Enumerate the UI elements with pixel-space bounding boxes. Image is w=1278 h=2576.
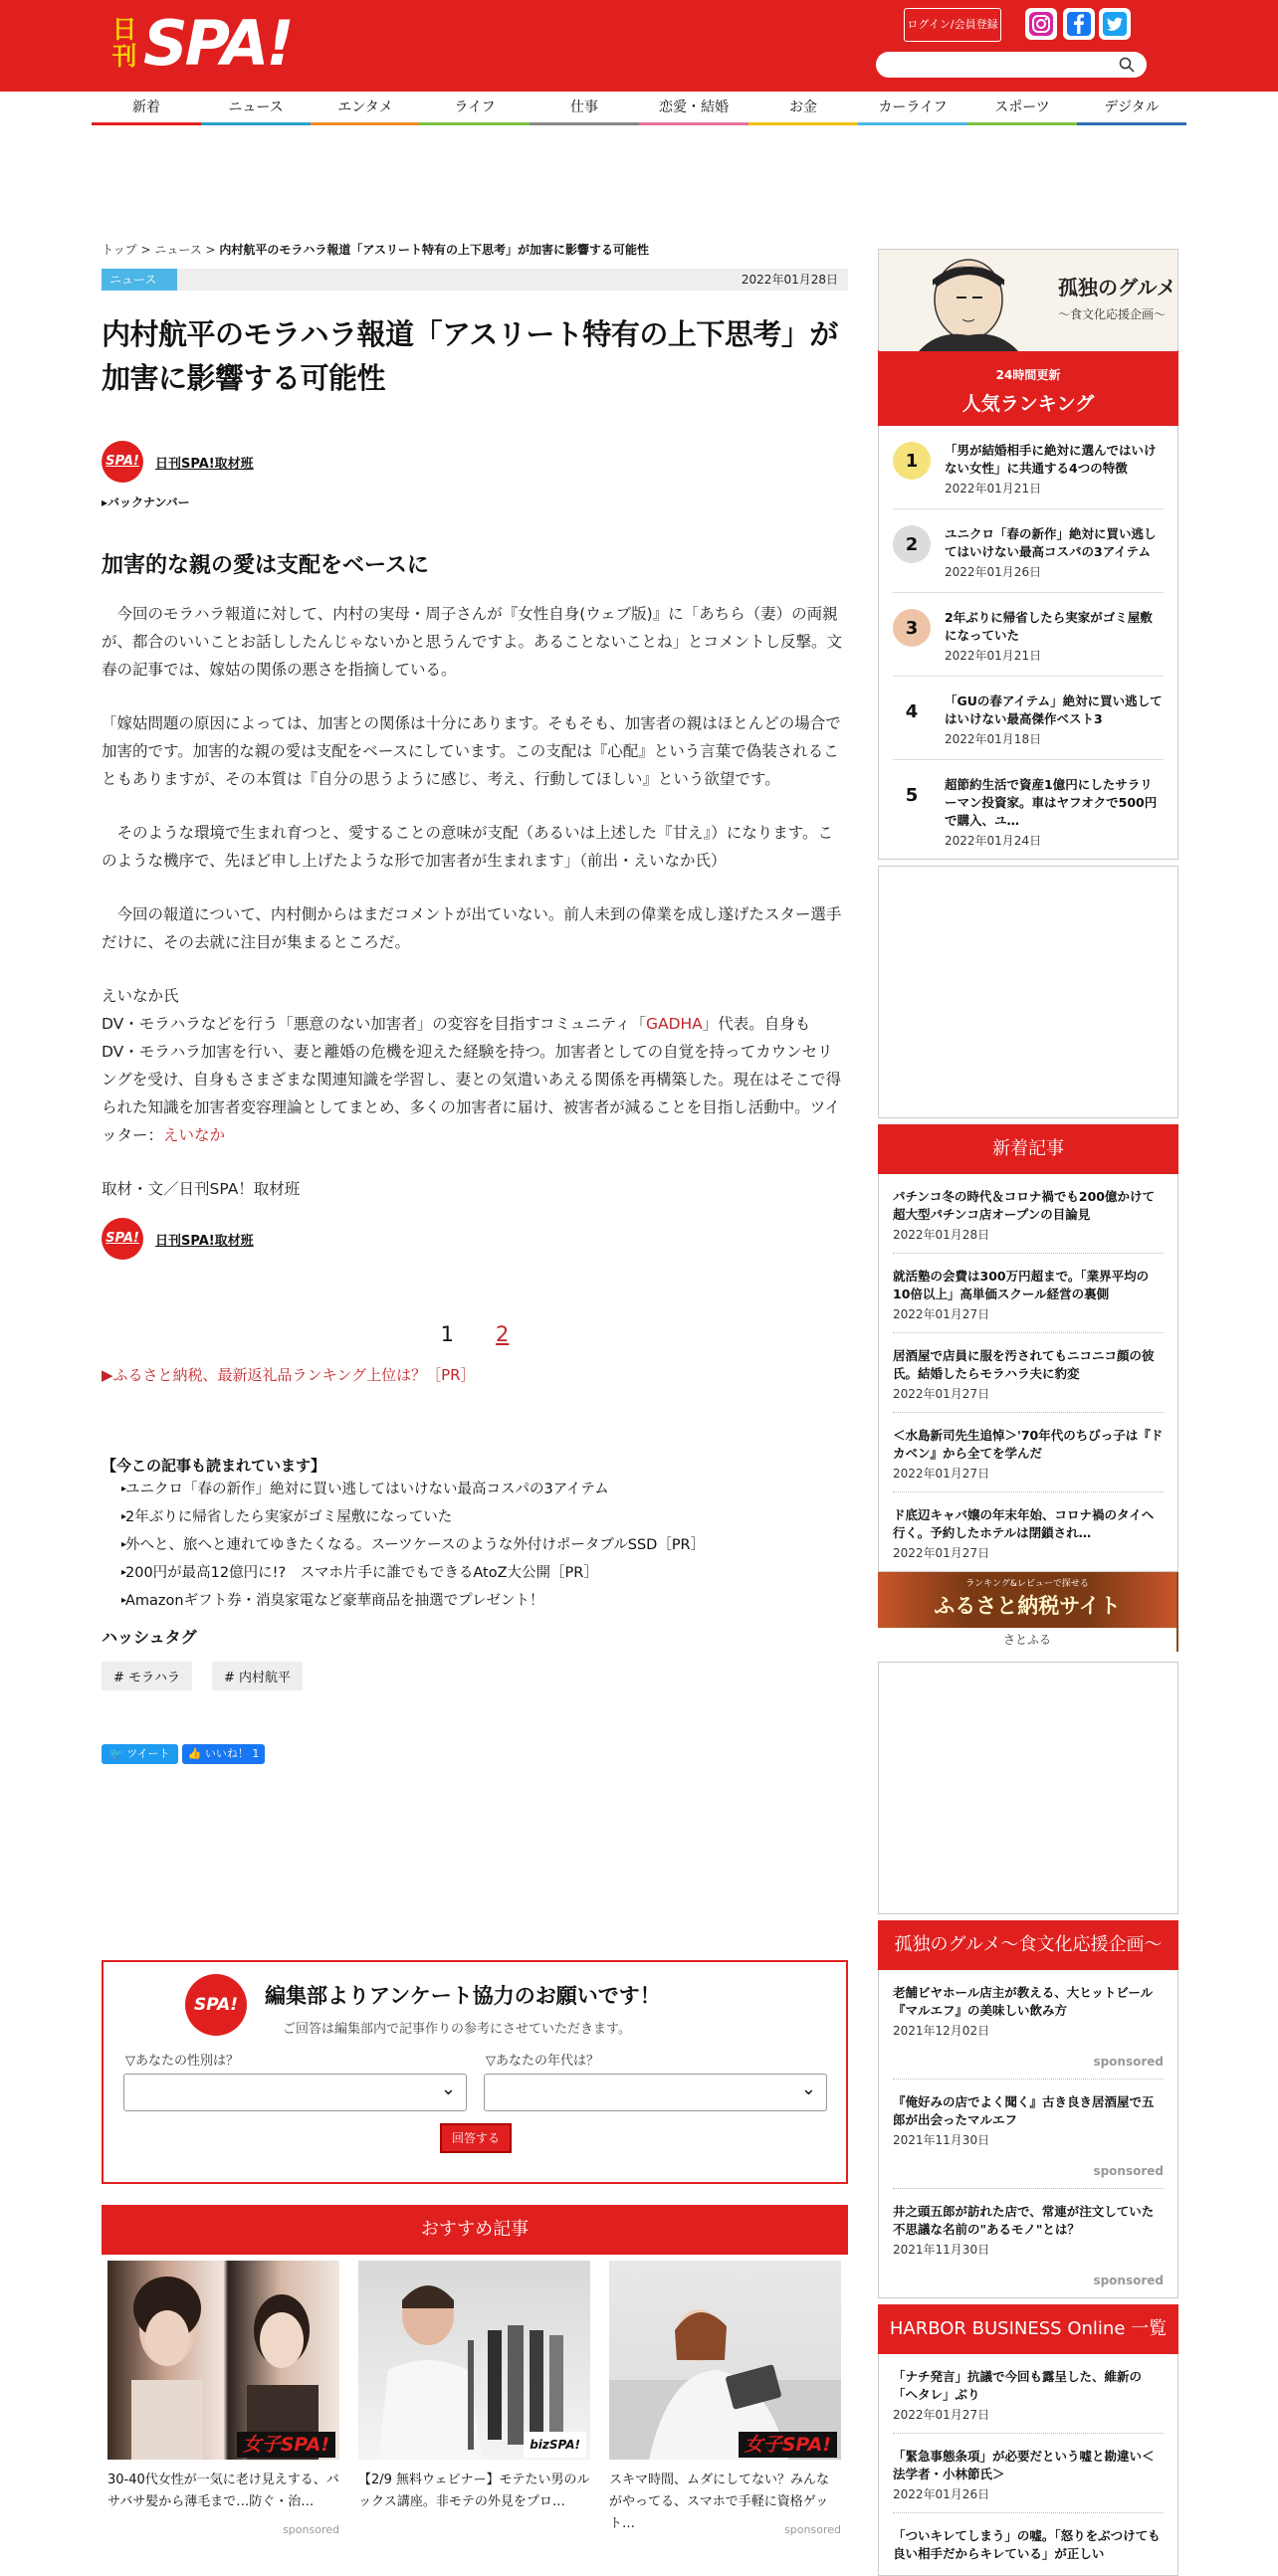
card-title: 【2/9 無料ウェビナー】モテたい男のルックス講座。非モテの外見をプロ…: [358, 2473, 590, 2509]
survey-title: 編集部よりアンケート協力のお願いです！: [265, 1984, 661, 2008]
sponsored-label: sponsored: [283, 2523, 339, 2536]
paragraph: 今回のモラハラ報道に対して、内村の実母・周子さんが『女性自身(ウェブ版)』に「あちら（妻）の両親が、都合のいいことお話ししたんじゃないかと思うんですよ。あることないことね」とコメントし反撃。文春の記事では、嫁姑の関係の悪さを指摘している。: [102, 605, 843, 679]
section-heading: 加害的な親の愛は支配をベースに: [102, 553, 429, 578]
related-list: [102, 1476, 848, 1615]
logo-spa: SPA!: [143, 7, 292, 80]
furusato-banner[interactable]: [878, 1572, 1178, 1652]
share-buttons: [102, 1744, 848, 1764]
search-icon[interactable]: [1119, 57, 1135, 77]
ranking-date: 2022年01月21日: [945, 482, 1042, 495]
like-label: いいね！ 1: [204, 1747, 260, 1760]
recommended-cards: [102, 2261, 848, 2536]
sponsored-label: sponsored: [1093, 2164, 1164, 2178]
list-item-date: 2022年01月27日: [893, 1467, 990, 1481]
ranking-item[interactable]: [893, 426, 1164, 509]
survey-box: [102, 1960, 848, 2184]
hashtag[interactable]: # 内村航平: [212, 1662, 303, 1690]
gourmet-list: [878, 1970, 1178, 2298]
author-name[interactable]: 日刊SPA!取材班: [155, 1233, 254, 1249]
list-item-date: 2022年01月27日: [893, 1546, 990, 1560]
related-item[interactable]: ▸ 外へと、旅へと連れてゆきたくなる。スーツケースのような外付けポータブルSSD［PR］: [102, 1531, 848, 1559]
ranking-title[interactable]: 2年ぶりに帰省したら実家がゴミ屋敷になっていた: [945, 610, 1153, 643]
list-item-title[interactable]: 井之頭五郎が訪れた店で、常連が注文していた不思議な名前の"あるモノ"とは？: [893, 2204, 1155, 2237]
list-item[interactable]: [893, 2080, 1164, 2189]
harbor-list: [878, 2354, 1178, 2576]
author-avatar: SPA!: [102, 1218, 143, 1260]
list-item[interactable]: [893, 2354, 1164, 2434]
furusato-banner-brand: さとふる: [1002, 1633, 1051, 1647]
thumbs-up-icon: 👍: [187, 1747, 202, 1760]
gourmet-heading: 孤独のグルメ～食文化応援企画～: [878, 1920, 1178, 1970]
related-item[interactable]: ▸ Amazonギフト券・消臭家電など豪華商品を抽選でプレゼント！: [102, 1587, 848, 1615]
login-button[interactable]: ログイン/会員登録: [904, 8, 1001, 42]
article-title: 内村航平のモラハラ報道「アスリート特有の上下思考」が加害に影響する可能性: [102, 317, 838, 395]
list-item[interactable]: [893, 1333, 1164, 1413]
facebook-icon[interactable]: [1063, 8, 1095, 40]
card-image: [358, 2261, 590, 2460]
ranking-item[interactable]: [893, 760, 1164, 859]
nav-item-7[interactable]: カーライフ: [858, 92, 967, 125]
list-item-title[interactable]: 就活塾の会費は300万円超まで。「業界平均の10倍以上」高単価スクール経営の裏側: [893, 1269, 1150, 1301]
twitter-icon[interactable]: [1099, 8, 1131, 40]
search-input[interactable]: [876, 52, 1147, 78]
breadcrumb-current: 内村航平のモラハラ報道「アスリート特有の上下思考」が加害に影響する可能性: [219, 243, 649, 257]
nav-item-1[interactable]: ニュース: [201, 92, 311, 125]
list-item-date: 2021年12月02日: [893, 2024, 990, 2038]
twitter-link[interactable]: えいなか: [163, 1126, 226, 1144]
rank-number: 5: [905, 784, 919, 806]
list-item[interactable]: [893, 1492, 1164, 1571]
ranking-list: [878, 426, 1178, 860]
twitter-bird-icon: 🐦: [109, 1747, 123, 1760]
recommended-card[interactable]: [102, 2261, 345, 2536]
ranking-item[interactable]: [893, 593, 1164, 677]
age-select[interactable]: [484, 2074, 827, 2111]
ranking-item[interactable]: [893, 509, 1164, 593]
ranking-title: 人気ランキング: [961, 393, 1095, 415]
author-name[interactable]: 日刊SPA!取材班: [155, 456, 254, 472]
ranking-header: [878, 350, 1178, 426]
pagination: [102, 1322, 848, 1356]
recommended-heading: おすすめ記事: [102, 2205, 848, 2255]
list-item-date: 2022年01月27日: [893, 1307, 990, 1321]
list-item-title[interactable]: ＜水島新司先生追悼＞'70年代のちびっ子は『ドカベン』から全てを学んだ: [893, 1428, 1164, 1461]
logo-nikkan: 日刊: [111, 15, 137, 71]
new-articles-list: [878, 1174, 1178, 1572]
ranking-date: 2022年01月24日: [945, 834, 1042, 848]
card-title: スキマ時間、ムダにしてない？みんながやってる、スマホで手軽に資格ゲット…: [609, 2473, 830, 2531]
list-item-title[interactable]: パチンコ冬の時代＆コロナ禍でも200億かけて超大型パチンコ店オープンの目論見: [893, 1189, 1155, 1222]
rank-number: 4: [905, 700, 919, 722]
gourmet-banner[interactable]: [878, 249, 1178, 350]
card-title: 30-40代女性が一気に老け見えする、バサバサ髪から薄毛まで…防ぐ・治…: [107, 2473, 339, 2509]
list-item-title[interactable]: 『俺好みの店でよく聞く』古き良き居酒屋で五郎が出会ったマルエフ: [893, 2094, 1155, 2127]
ranking-title[interactable]: 「GUの春アイテム」絶対に買い逃してはいけない最高傑作ベスト3: [945, 694, 1163, 726]
ranking-update-label: 24時間更新: [995, 368, 1061, 382]
ranking-text: [945, 609, 1164, 664]
ranking-item[interactable]: [893, 677, 1164, 760]
article-date: 2022年01月28日: [741, 273, 838, 287]
category-bar: [102, 269, 848, 291]
survey-subtitle: ご回答は編集部内で記事作りの参考にさせていただきます。: [283, 2022, 631, 2037]
like-button[interactable]: [182, 1744, 266, 1764]
gender-select[interactable]: [123, 2074, 467, 2111]
sponsored-label: sponsored: [1093, 2274, 1164, 2287]
author-avatar: SPA!: [102, 441, 143, 483]
list-item[interactable]: [893, 1970, 1164, 2080]
ranking-text: [945, 776, 1164, 849]
furusato-pr-link[interactable]: ▶ふるさと納税、最新返礼品ランキング上位は？［PR］: [102, 1366, 476, 1384]
paragraph: 今回の報道について、内村側からはまだコメントが出ていない。前人未到の偉業を成し遂げたスター選手だけに、その去就に注目が集まるところだ。: [102, 905, 842, 951]
tweet-label: ツイート: [126, 1747, 170, 1760]
paragraph: 「嫁姑問題の原因によっては、加害との関係は十分にあります。そもそも、加害者の親はほとんどの場合で加害的です。加害的な親の愛は支配をベースにしています。この支配は『心配』という言葉で偽装されることもありますが、その本質は『自分の思うように感じ、考え、行動してほしい』という欲望です。: [102, 714, 841, 788]
breadcrumb-top[interactable]: トップ: [102, 243, 137, 257]
card-image: [609, 2261, 841, 2460]
new-articles-heading: 新着記事: [878, 1124, 1178, 1174]
sidebar: [878, 249, 1178, 2576]
list-item-date: 2021年11月30日: [893, 2243, 990, 2257]
hashtag-list: [102, 1662, 848, 1690]
gender-question: ▽あなたの性別は？: [125, 2054, 239, 2069]
list-item-date: 2022年01月27日: [893, 1387, 990, 1401]
list-item-title[interactable]: 「ついキレてしまう」の嘘。「怒りをぶつけても良い相手だからキレている」が正しい: [893, 2528, 1161, 2561]
nav-item-8[interactable]: スポーツ: [967, 92, 1077, 125]
hashtag-heading: ハッシュタグ: [102, 1628, 197, 1647]
list-item[interactable]: [893, 2189, 1164, 2297]
ranking-text: [945, 693, 1164, 747]
list-item-title[interactable]: 「緊急事態条項」が必要だという嘘と勘違い＜法学者・小林節氏＞: [893, 2449, 1155, 2481]
nav-item-5[interactable]: 恋愛・結婚: [639, 92, 748, 125]
list-item-date: 2021年11月30日: [893, 2133, 990, 2147]
nav-item-0[interactable]: 新着: [92, 92, 201, 125]
author-bio: [102, 982, 848, 1149]
list-item-date: 2022年01月28日: [893, 1228, 990, 1242]
list-item[interactable]: [893, 1413, 1164, 1492]
sponsored-label: sponsored: [1093, 2055, 1164, 2069]
harbor-heading: HARBOR BUSINESS Online 一覧: [878, 2304, 1178, 2354]
related-item[interactable]: ▸ 2年ぶりに帰省したら実家がゴミ屋敷になっていた: [102, 1503, 848, 1531]
breadcrumb-sep: >: [201, 243, 220, 257]
page-1: 1: [440, 1322, 454, 1346]
ranking-date: 2022年01月18日: [945, 732, 1042, 746]
banner-subtitle: 〜食文化応援企画〜: [1058, 307, 1167, 321]
list-item-title[interactable]: 「ナチ発言」抗議で今回も露呈した、維新の「ヘタレ」ぶり: [893, 2369, 1143, 2402]
article-column: [102, 239, 848, 1764]
credit: 取材・文／日刊SPA！取材班: [102, 1180, 301, 1198]
list-item[interactable]: [893, 1174, 1164, 1254]
banner-title: 孤独のグルメ: [1058, 276, 1176, 299]
card-badge: 女子SPA!: [237, 2432, 335, 2458]
ranking-text: [945, 525, 1164, 580]
list-item[interactable]: [893, 2513, 1164, 2575]
nav-item-2[interactable]: エンタメ: [311, 92, 420, 125]
breadcrumb-category[interactable]: ニュース: [154, 243, 202, 257]
nav-item-3[interactable]: ライフ: [420, 92, 530, 125]
survey-submit-button[interactable]: 回答する: [440, 2123, 512, 2153]
bio-text: 」代表。自身もDV・モラハラ加害を行い、妻と離婚の危機を迎えた経験を持つ。加害者としての自覚を持ってカウンセリングを受け、自身もさまざまな関連知識を学習し、妻との気遣いあえる関係を再構築した。現在はそこで得られた知識を加害者変容理論としてまとめ、多くの加害者に届け、被害者が減ることを目指し活動中。ツイッター：: [102, 1015, 842, 1144]
author-block-bottom[interactable]: [102, 1217, 848, 1261]
age-question: ▽あなたの年代は？: [486, 2054, 599, 2069]
rank-number: 2: [893, 525, 931, 563]
ranking-date: 2022年01月26日: [945, 565, 1042, 579]
rank-number: 1: [893, 442, 931, 480]
related-item[interactable]: ▸ 200円が最高12億円に!? スマホ片手に誰でもできるAtoZ大公開［PR］: [102, 1559, 848, 1587]
ad-slot: [878, 1662, 1178, 1914]
nav-item-6[interactable]: お金: [748, 92, 858, 125]
ranking-title[interactable]: ユニクロ「春の新作」絶対に買い逃してはいけない最高コスパの3アイテム: [945, 526, 1157, 559]
ranking-date: 2022年01月21日: [945, 649, 1042, 663]
bio-text: DV・モラハラなどを行う「悪意のない加害者」の変容を目指すコミュニティ「: [102, 1015, 646, 1033]
category-badge[interactable]: ニュース: [102, 269, 177, 291]
list-item-title[interactable]: ド底辺キャバ嬢の年末年始、コロナ禍のタイへ行く。予約したホテルは閉鎖され…: [893, 1507, 1155, 1540]
ranking-text: [945, 442, 1164, 496]
related-item[interactable]: ▸ ユニクロ「春の新作」絶対に買い逃してはいけない最高コスパの3アイテム: [102, 1476, 848, 1503]
gadha-link[interactable]: GADHA: [645, 1015, 703, 1033]
instagram-icon[interactable]: [1025, 8, 1057, 40]
ranking-title[interactable]: 超節約生活で資産1億円にしたサラリーマン投資家。車はヤフオクで500円で購入、ユ…: [945, 777, 1158, 828]
rank-number: 3: [893, 609, 931, 647]
card-badge: 女子SPA!: [739, 2432, 837, 2458]
card-badge: bizSPA!: [524, 2432, 586, 2458]
nav-item-9[interactable]: デジタル: [1077, 92, 1186, 125]
furusato-banner-title: ふるさと納税サイト: [934, 1594, 1121, 1618]
bio-name: えいなか氏: [102, 987, 179, 1005]
card-image: [107, 2261, 339, 2460]
survey-logo: SPA!: [185, 1974, 247, 2036]
page-2-link[interactable]: 2: [496, 1322, 510, 1346]
category-nav: [92, 92, 1186, 125]
furusato-banner-top: ランキング&レビューで探せる: [965, 1579, 1089, 1589]
sponsored-label: sponsored: [784, 2523, 841, 2536]
related-heading: 【今この記事も読まれています】: [102, 1457, 326, 1475]
breadcrumb-sep: >: [136, 243, 155, 257]
site-logo[interactable]: [109, 7, 292, 80]
ad-slot: [878, 866, 1178, 1118]
hashtag[interactable]: # モラハラ: [102, 1662, 192, 1690]
tweet-button[interactable]: [102, 1744, 178, 1764]
list-item-title[interactable]: 老舗ビヤホール店主が教える、大ヒットビール『マルエフ』の美味しい飲み方: [893, 1985, 1154, 2018]
list-item-title[interactable]: 居酒屋で店員に服を汚されてもニコニコ顔の彼氏。結婚したらモラハラ夫に豹変: [893, 1348, 1155, 1381]
backnumber-link[interactable]: ▸バックナンバー: [102, 495, 190, 509]
recommended-card[interactable]: [603, 2261, 847, 2536]
author-block[interactable]: [102, 440, 848, 484]
site-header: [0, 0, 1278, 92]
related-articles: [102, 1455, 848, 1615]
recommended-card[interactable]: [352, 2261, 596, 2536]
list-item-date: 2022年01月27日: [893, 2408, 990, 2422]
ranking-title[interactable]: 「男が結婚相手に絶対に選んではいけない女性」に共通する4つの特徴: [945, 443, 1157, 476]
nav-item-4[interactable]: 仕事: [530, 92, 639, 125]
paragraph: そのような環境で生まれ育つと、愛することの意味が支配（あるいは上述した『甘え』）になります。このような機序で、先ほど申し上げたような形で加害者が生まれます」（前出・えいなか氏）: [102, 824, 834, 870]
list-item[interactable]: [893, 2434, 1164, 2513]
list-item[interactable]: [893, 1254, 1164, 1333]
breadcrumb: [102, 239, 848, 261]
list-item-date: 2022年01月26日: [893, 2487, 990, 2501]
